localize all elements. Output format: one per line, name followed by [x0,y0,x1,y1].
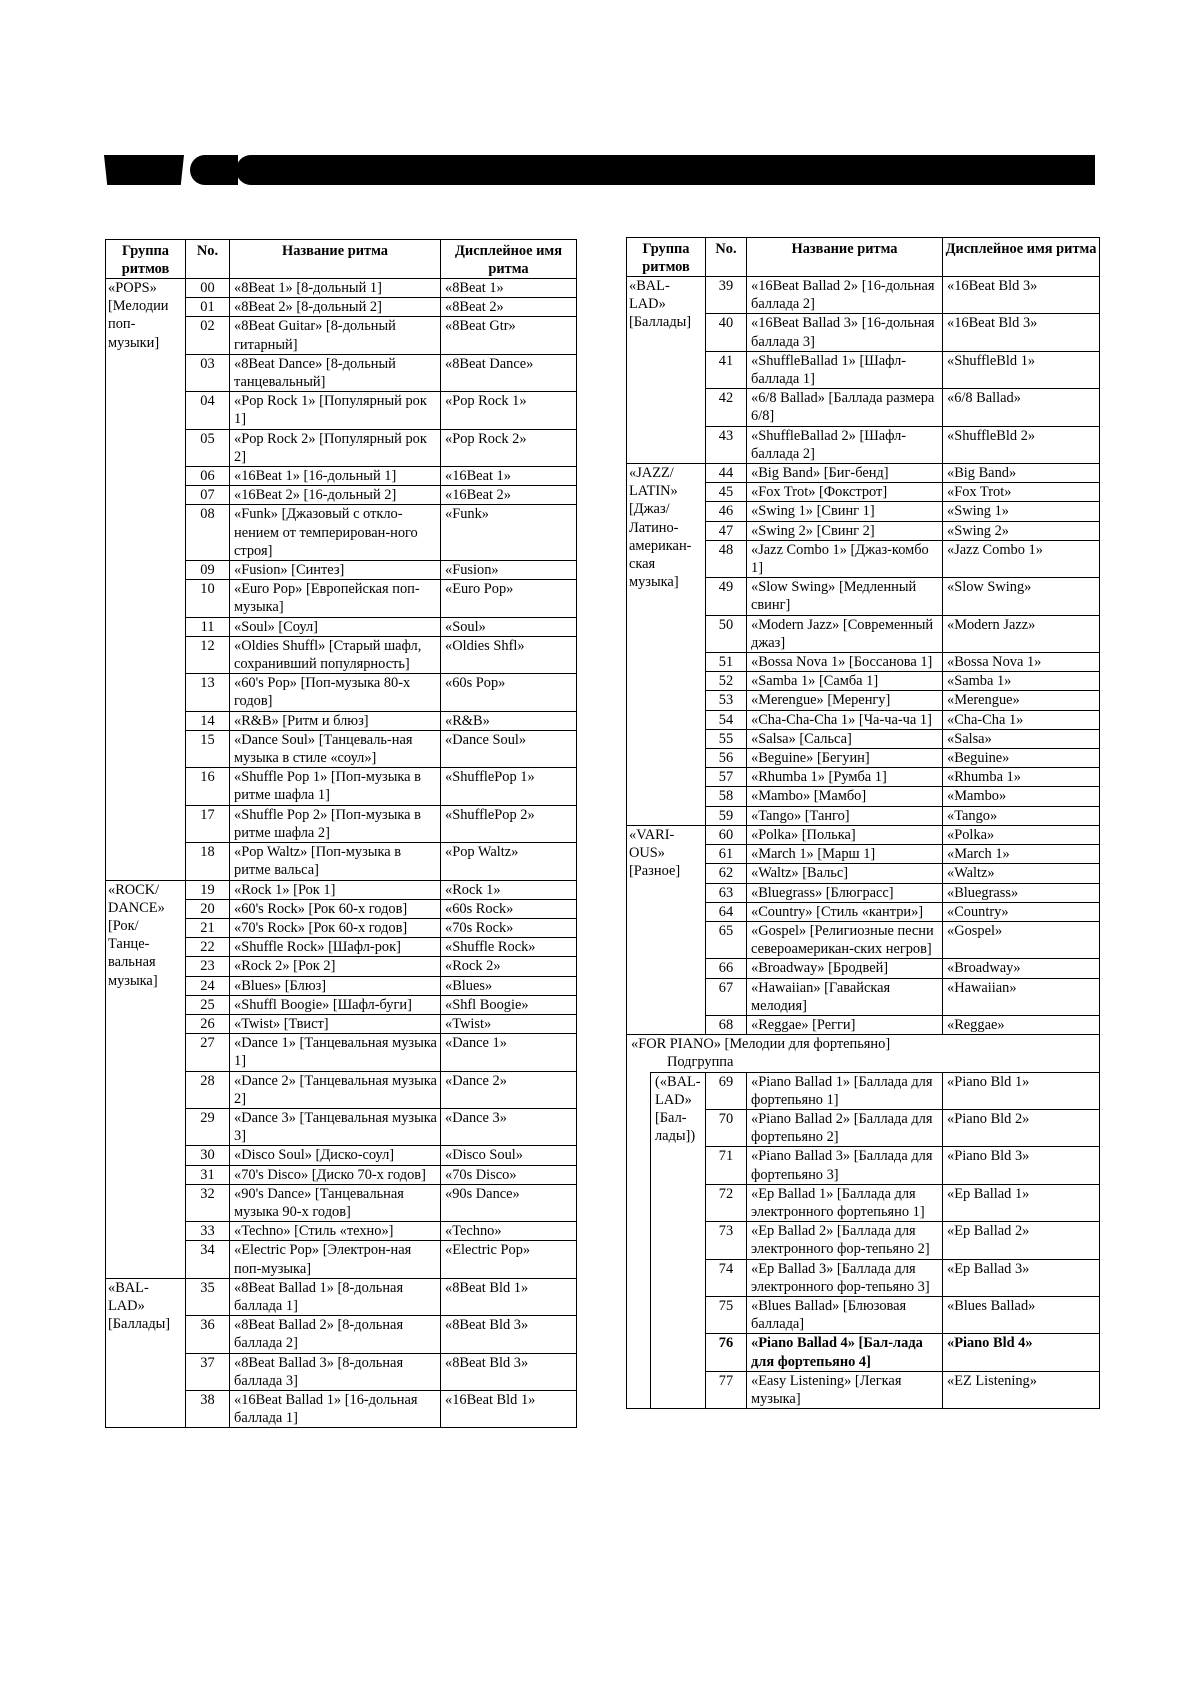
rhythm-number: 36 [186,1316,230,1353]
rhythm-display-name: «90s Dance» [441,1184,577,1221]
piano-subgroup-caption: Подгруппа [667,1054,734,1071]
rhythm-display-name: «Shfl Boogie» [441,995,577,1014]
rhythm-name: «Piano Ballad 2» [Баллада для фортепьяно 2] [747,1109,943,1146]
rhythm-number: 61 [706,845,747,864]
rhythm-number: 51 [706,653,747,672]
rhythm-number: 54 [706,710,747,729]
rhythm-name: «Rock 2» [Рок 2] [230,957,441,976]
rhythm-display-name: «Techno» [441,1222,577,1241]
rhythm-name: «70's Rock» [Рок 60-х годов] [230,918,441,937]
rhythm-display-name: «8Beat Bld 1» [441,1278,577,1315]
rhythm-name: «Pop Rock 2» [Популярный рок 2] [230,429,441,466]
column-header-name: Название ритма [230,240,441,279]
header-bar [104,155,1095,185]
rhythm-display-name: «ShuffleBld 2» [943,426,1100,463]
rhythm-name: «Samba 1» [Самба 1] [747,672,943,691]
rhythm-number: 25 [186,995,230,1014]
table-header-row [106,240,577,279]
rhythm-name: «Disco Soul» [Диско-соул] [230,1146,441,1165]
table-row [627,1072,1100,1109]
rhythm-name: «16Beat Ballad 1» [16-дольная баллада 1] [230,1390,441,1427]
rhythm-display-name: «March 1» [943,845,1100,864]
rhythm-display-name: «Blues» [441,976,577,995]
table-row [106,1278,577,1315]
rhythm-display-name: «60s Pop» [441,674,577,711]
rhythm-number: 39 [706,277,747,314]
rhythm-display-name: «70s Rock» [441,918,577,937]
rhythm-number: 07 [186,486,230,505]
rhythm-name: «Twist» [Твист] [230,1014,441,1033]
rhythm-display-name: «16Beat 2» [441,486,577,505]
rhythm-display-name: «Fox Trot» [943,483,1100,502]
rhythm-name: «Techno» [Стиль «техно»] [230,1222,441,1241]
rhythm-display-name: «Rock 2» [441,957,577,976]
rhythm-name: «Hawaiian» [Гавайская мелодия] [747,978,943,1015]
rhythm-display-name: «Twist» [441,1014,577,1033]
rhythm-display-name: «Pop Rock 2» [441,429,577,466]
rhythm-name: «Shuffle Rock» [Шафл-рок] [230,938,441,957]
rhythm-number: 76 [706,1334,747,1371]
rhythm-name: «Merengue» [Меренгу] [747,691,943,710]
rhythm-number: 13 [186,674,230,711]
rhythm-group-label: «POPS» [Мелодии поп-музыки] [106,279,186,881]
rhythm-number: 29 [186,1108,230,1145]
rhythm-number: 15 [186,730,230,767]
rhythm-number: 32 [186,1184,230,1221]
rhythm-name: «Shuffle Pop 2» [Поп-музыка в ритме шафла 2] [230,805,441,842]
rhythm-display-name: «Fusion» [441,561,577,580]
rhythm-name: «16Beat Ballad 3» [16-дольная баллада 3] [747,314,943,351]
rhythm-name: «Modern Jazz» [Современный джаз] [747,615,943,652]
table-row [627,464,1100,483]
rhythm-display-name: «Broadway» [943,959,1100,978]
rhythm-display-name: «Soul» [441,617,577,636]
rhythm-display-name: «Mambo» [943,787,1100,806]
rhythm-number: 11 [186,617,230,636]
column-header-group: Группа ритмов [627,238,706,277]
rhythm-number: 70 [706,1109,747,1146]
rhythm-number: 33 [186,1222,230,1241]
rhythm-group-label: «ROCK/ DANCE» [Рок/ Танце-вальная музыка] [106,880,186,1278]
rhythm-number: 55 [706,729,747,748]
rhythm-name: «8Beat 2» [8-дольный 2] [230,298,441,317]
rhythm-name: «16Beat 1» [16-дольный 1] [230,467,441,486]
piano-subgroup-label: («BAL-LAD» [Бал-лады]) [651,1072,706,1409]
rhythm-number: 41 [706,351,747,388]
rhythm-display-name: «Electric Pop» [441,1241,577,1278]
rhythm-number: 35 [186,1278,230,1315]
column-header-display: Дисплейное имя ритма [943,238,1100,277]
rhythm-display-name: «Piano Bld 4» [943,1334,1100,1371]
rhythm-display-name: «Ep Ballad 3» [943,1259,1100,1296]
rhythm-number: 43 [706,426,747,463]
piano-indent-cell [627,1072,651,1409]
rhythm-name: «Polka» [Полька] [747,825,943,844]
rhythm-number: 71 [706,1147,747,1184]
table-header-row [627,238,1100,277]
rhythm-name: «16Beat Ballad 2» [16-дольная баллада 2] [747,277,943,314]
rhythm-name: «16Beat 2» [16-дольный 2] [230,486,441,505]
rhythm-display-name: «EZ Listening» [943,1371,1100,1408]
rhythm-number: 44 [706,464,747,483]
rhythm-name: «8Beat Ballad 1» [8-дольная баллада 1] [230,1278,441,1315]
rhythm-display-name: «16Beat 1» [441,467,577,486]
rhythm-display-name: «Pop Rock 1» [441,392,577,429]
rhythm-display-name: «8Beat Dance» [441,354,577,391]
rhythm-table-right [626,237,1100,1409]
rhythm-display-name: «Dance 1» [441,1034,577,1071]
rhythm-name: «Piano Ballad 3» [Баллада для фортепьяно 3] [747,1147,943,1184]
rhythm-number: 46 [706,502,747,521]
rhythm-display-name: «70s Disco» [441,1165,577,1184]
rhythm-display-name: «Reggae» [943,1015,1100,1034]
piano-group-title: «FOR PIANO» [Мелодии для фортепьяно] [631,1036,891,1053]
rhythm-number: 73 [706,1222,747,1259]
rhythm-name: «Dance Soul» [Танцеваль-ная музыка в стиле «соул»] [230,730,441,767]
table-body-left [106,279,577,1428]
header-bar-block-2 [190,155,238,185]
rhythm-number: 06 [186,467,230,486]
rhythm-name: «Dance 3» [Танцевальная музыка 3] [230,1108,441,1145]
rhythm-number: 37 [186,1353,230,1390]
rhythm-number: 38 [186,1390,230,1427]
rhythm-name: «Shuffl Boogie» [Шафл-буги] [230,995,441,1014]
rhythm-name: «70's Disco» [Диско 70-х годов] [230,1165,441,1184]
rhythm-number: 34 [186,1241,230,1278]
rhythm-name: «Euro Pop» [Европейская поп-музыка] [230,580,441,617]
rhythm-name: «Bluegrass» [Блюграсс] [747,883,943,902]
rhythm-display-name: «Cha-Cha 1» [943,710,1100,729]
rhythm-display-name: «ShufflePop 2» [441,805,577,842]
rhythm-display-name: «Swing 2» [943,521,1100,540]
rhythm-name: «R&B» [Ритм и блюз] [230,711,441,730]
rhythm-number: 19 [186,880,230,899]
rhythm-display-name: «Blues Ballad» [943,1296,1100,1333]
rhythm-name: «6/8 Ballad» [Баллада размера 6/8] [747,389,943,426]
rhythm-number: 74 [706,1259,747,1296]
rhythm-number: 04 [186,392,230,429]
rhythm-number: 18 [186,843,230,880]
rhythm-number: 08 [186,505,230,561]
rhythm-number: 52 [706,672,747,691]
rhythm-display-name: «Oldies Shfl» [441,636,577,673]
rhythm-number: 30 [186,1146,230,1165]
rhythm-name: «ShuffleBallad 2» [Шафл-баллада 2] [747,426,943,463]
rhythm-number: 68 [706,1015,747,1034]
rhythm-number: 59 [706,806,747,825]
rhythm-number: 09 [186,561,230,580]
rhythm-number: 26 [186,1014,230,1033]
rhythm-number: 60 [706,825,747,844]
rhythm-display-name: «Ep Ballad 1» [943,1184,1100,1221]
rhythm-name: «Shuffle Pop 1» [Поп-музыка в ритме шафла 1] [230,768,441,805]
rhythm-number: 14 [186,711,230,730]
rhythm-display-name: «Piano Bld 3» [943,1147,1100,1184]
rhythm-name: «Electric Pop» [Электрон-ная поп-музыка] [230,1241,441,1278]
rhythm-number: 49 [706,578,747,615]
rhythm-number: 67 [706,978,747,1015]
rhythm-name: «60's Rock» [Рок 60-х годов] [230,899,441,918]
rhythm-number: 42 [706,389,747,426]
rhythm-number: 28 [186,1071,230,1108]
piano-header-row [627,1035,1100,1072]
rhythm-name: «Fusion» [Синтез] [230,561,441,580]
rhythm-number: 22 [186,938,230,957]
rhythm-number: 24 [186,976,230,995]
rhythm-name: «Big Band» [Биг-бенд] [747,464,943,483]
table-row [627,825,1100,844]
rhythm-name: «Blues Ballad» [Блюзовая баллада] [747,1296,943,1333]
rhythm-name: «Country» [Стиль «кантри»] [747,902,943,921]
rhythm-display-name: «Piano Bld 1» [943,1072,1100,1109]
rhythm-display-name: «16Beat Bld 3» [943,277,1100,314]
rhythm-name: «Piano Ballad 1» [Баллада для фортепьяно 1] [747,1072,943,1109]
rhythm-display-name: «Swing 1» [943,502,1100,521]
column-header-name: Название ритма [747,238,943,277]
rhythm-name: «March 1» [Марш 1] [747,845,943,864]
rhythm-name: «Soul» [Соул] [230,617,441,636]
rhythm-name: «Slow Swing» [Медленный свинг] [747,578,943,615]
rhythm-display-name: «Pop Waltz» [441,843,577,880]
rhythm-name: «Swing 1» [Свинг 1] [747,502,943,521]
column-header-no: No. [186,240,230,279]
rhythm-name: «Gospel» [Религиозные песни североамерикан-ских негров] [747,921,943,958]
rhythm-name: «Broadway» [Бродвей] [747,959,943,978]
rhythm-display-name: «Dance 2» [441,1071,577,1108]
header-bar-block-3 [236,155,1095,185]
rhythm-name: «Swing 2» [Свинг 2] [747,521,943,540]
rhythm-display-name: «Funk» [441,505,577,561]
rhythm-name: «90's Dance» [Танцевальная музыка 90-х годов] [230,1184,441,1221]
rhythm-display-name: «ShuffleBld 1» [943,351,1100,388]
table-body-right [627,277,1100,1409]
rhythm-number: 47 [706,521,747,540]
rhythm-number: 31 [186,1165,230,1184]
column-header-group: Группа ритмов [106,240,186,279]
rhythm-name: «Ep Ballad 1» [Баллада для электронного фортепьяно 1] [747,1184,943,1221]
rhythm-name: «Easy Listening» [Легкая музыка] [747,1371,943,1408]
rhythm-display-name: «Polka» [943,825,1100,844]
rhythm-display-name: «Dance Soul» [441,730,577,767]
rhythm-group-label: «JAZZ/ LATIN» [Джаз/ Латино-американ-ская музыка] [627,464,706,826]
rhythm-name: «Funk» [Джазовый с откло-нением от темперирован-ного строя] [230,505,441,561]
rhythm-display-name: «Euro Pop» [441,580,577,617]
rhythm-display-name: «Salsa» [943,729,1100,748]
rhythm-display-name: «Slow Swing» [943,578,1100,615]
rhythm-number: 57 [706,768,747,787]
header-bar-block-1 [104,155,184,185]
rhythm-display-name: «Modern Jazz» [943,615,1100,652]
rhythm-name: «Bossa Nova 1» [Боссанова 1] [747,653,943,672]
rhythm-name: «Salsa» [Сальса] [747,729,943,748]
rhythm-name: «Waltz» [Вальс] [747,864,943,883]
rhythm-name: «Fox Trot» [Фокстрот] [747,483,943,502]
rhythm-number: 65 [706,921,747,958]
rhythm-number: 58 [706,787,747,806]
rhythm-name: «60's Pop» [Поп-музыка 80-х годов] [230,674,441,711]
rhythm-display-name: «Piano Bld 2» [943,1109,1100,1146]
rhythm-display-name: «Hawaiian» [943,978,1100,1015]
rhythm-name: «Oldies Shuffl» [Старый шафл, сохранивший популярность] [230,636,441,673]
rhythm-display-name: «Beguine» [943,749,1100,768]
rhythm-number: 69 [706,1072,747,1109]
rhythm-display-name: «60s Rock» [441,899,577,918]
rhythm-number: 72 [706,1184,747,1221]
rhythm-display-name: «Ep Ballad 2» [943,1222,1100,1259]
rhythm-group-label: «BAL-LAD» [Баллады] [627,277,706,464]
rhythm-number: 02 [186,317,230,354]
rhythm-name: «Beguine» [Бегуин] [747,749,943,768]
rhythm-name: «Dance 1» [Танцевальная музыка 1] [230,1034,441,1071]
rhythm-number: 48 [706,540,747,577]
rhythm-name: «8Beat Dance» [8-дольный танцевальный] [230,354,441,391]
rhythm-display-name: «ShufflePop 1» [441,768,577,805]
rhythm-table-left [105,239,577,1428]
rhythm-name: «Mambo» [Мамбо] [747,787,943,806]
rhythm-group-label: «BAL-LAD» [Баллады] [106,1278,186,1428]
rhythm-display-name: «6/8 Ballad» [943,389,1100,426]
rhythm-number: 27 [186,1034,230,1071]
rhythm-number: 62 [706,864,747,883]
rhythm-display-name: «Rock 1» [441,880,577,899]
rhythm-name: «Pop Rock 1» [Популярный рок 1] [230,392,441,429]
rhythm-name: «8Beat Guitar» [8-дольный гитарный] [230,317,441,354]
rhythm-number: 05 [186,429,230,466]
rhythm-display-name: «Big Band» [943,464,1100,483]
rhythm-display-name: «Shuffle Rock» [441,938,577,957]
rhythm-display-name: «Country» [943,902,1100,921]
rhythm-display-name: «Rhumba 1» [943,768,1100,787]
rhythm-display-name: «Bossa Nova 1» [943,653,1100,672]
table-row [106,880,577,899]
rhythm-display-name: «Dance 3» [441,1108,577,1145]
rhythm-display-name: «8Beat Bld 3» [441,1353,577,1390]
rhythm-number: 40 [706,314,747,351]
rhythm-name: «Cha-Cha-Cha 1» [Ча-ча-ча 1] [747,710,943,729]
rhythm-number: 45 [706,483,747,502]
rhythm-number: 17 [186,805,230,842]
rhythm-number: 53 [706,691,747,710]
rhythm-display-name: «Tango» [943,806,1100,825]
rhythm-display-name: «8Beat 1» [441,279,577,298]
rhythm-display-name: «8Beat Gtr» [441,317,577,354]
rhythm-display-name: «16Beat Bld 1» [441,1390,577,1427]
rhythm-number: 50 [706,615,747,652]
rhythm-name: «Pop Waltz» [Поп-музыка в ритме вальса] [230,843,441,880]
piano-group-header [627,1035,1100,1072]
rhythm-name: «Dance 2» [Танцевальная музыка 2] [230,1071,441,1108]
rhythm-number: 23 [186,957,230,976]
rhythm-number: 03 [186,354,230,391]
rhythm-display-name: «Samba 1» [943,672,1100,691]
rhythm-number: 66 [706,959,747,978]
rhythm-number: 63 [706,883,747,902]
table-row [627,277,1100,314]
rhythm-number: 56 [706,749,747,768]
rhythm-name: «ShuffleBallad 1» [Шафл-баллада 1] [747,351,943,388]
rhythm-name: «8Beat Ballad 3» [8-дольная баллада 3] [230,1353,441,1390]
rhythm-number: 20 [186,899,230,918]
rhythm-name: «Blues» [Блюз] [230,976,441,995]
rhythm-number: 75 [706,1296,747,1333]
rhythm-display-name: «Jazz Combo 1» [943,540,1100,577]
rhythm-name: «Reggae» [Регги] [747,1015,943,1034]
rhythm-number: 12 [186,636,230,673]
rhythm-display-name: «8Beat 2» [441,298,577,317]
rhythm-name: «8Beat 1» [8-дольный 1] [230,279,441,298]
rhythm-name: «Ep Ballad 3» [Баллада для электронного фор-тепьяно 3] [747,1259,943,1296]
rhythm-display-name: «Merengue» [943,691,1100,710]
rhythm-display-name: «16Beat Bld 3» [943,314,1100,351]
rhythm-name: «Ep Ballad 2» [Баллада для электронного фор-тепьяно 2] [747,1222,943,1259]
rhythm-number: 10 [186,580,230,617]
rhythm-display-name: «Waltz» [943,864,1100,883]
rhythm-display-name: «R&B» [441,711,577,730]
column-header-no: No. [706,238,747,277]
rhythm-display-name: «Gospel» [943,921,1100,958]
rhythm-display-name: «Bluegrass» [943,883,1100,902]
rhythm-number: 64 [706,902,747,921]
rhythm-group-label: «VARI-OUS» [Разное] [627,825,706,1034]
rhythm-name: «8Beat Ballad 2» [8-дольная баллада 2] [230,1316,441,1353]
rhythm-display-name: «Disco Soul» [441,1146,577,1165]
rhythm-name: «Tango» [Танго] [747,806,943,825]
table-row [106,279,577,298]
column-header-display: Дисплейное имя ритма [441,240,577,279]
rhythm-number: 00 [186,279,230,298]
rhythm-number: 77 [706,1371,747,1408]
rhythm-number: 16 [186,768,230,805]
rhythm-number: 21 [186,918,230,937]
rhythm-display-name: «8Beat Bld 3» [441,1316,577,1353]
rhythm-name: «Rock 1» [Рок 1] [230,880,441,899]
rhythm-number: 01 [186,298,230,317]
rhythm-name: «Jazz Combo 1» [Джаз-комбо 1] [747,540,943,577]
rhythm-name: «Rhumba 1» [Румба 1] [747,768,943,787]
rhythm-name: «Piano Ballad 4» [Бал-лада для фортепьяно 4] [747,1334,943,1371]
